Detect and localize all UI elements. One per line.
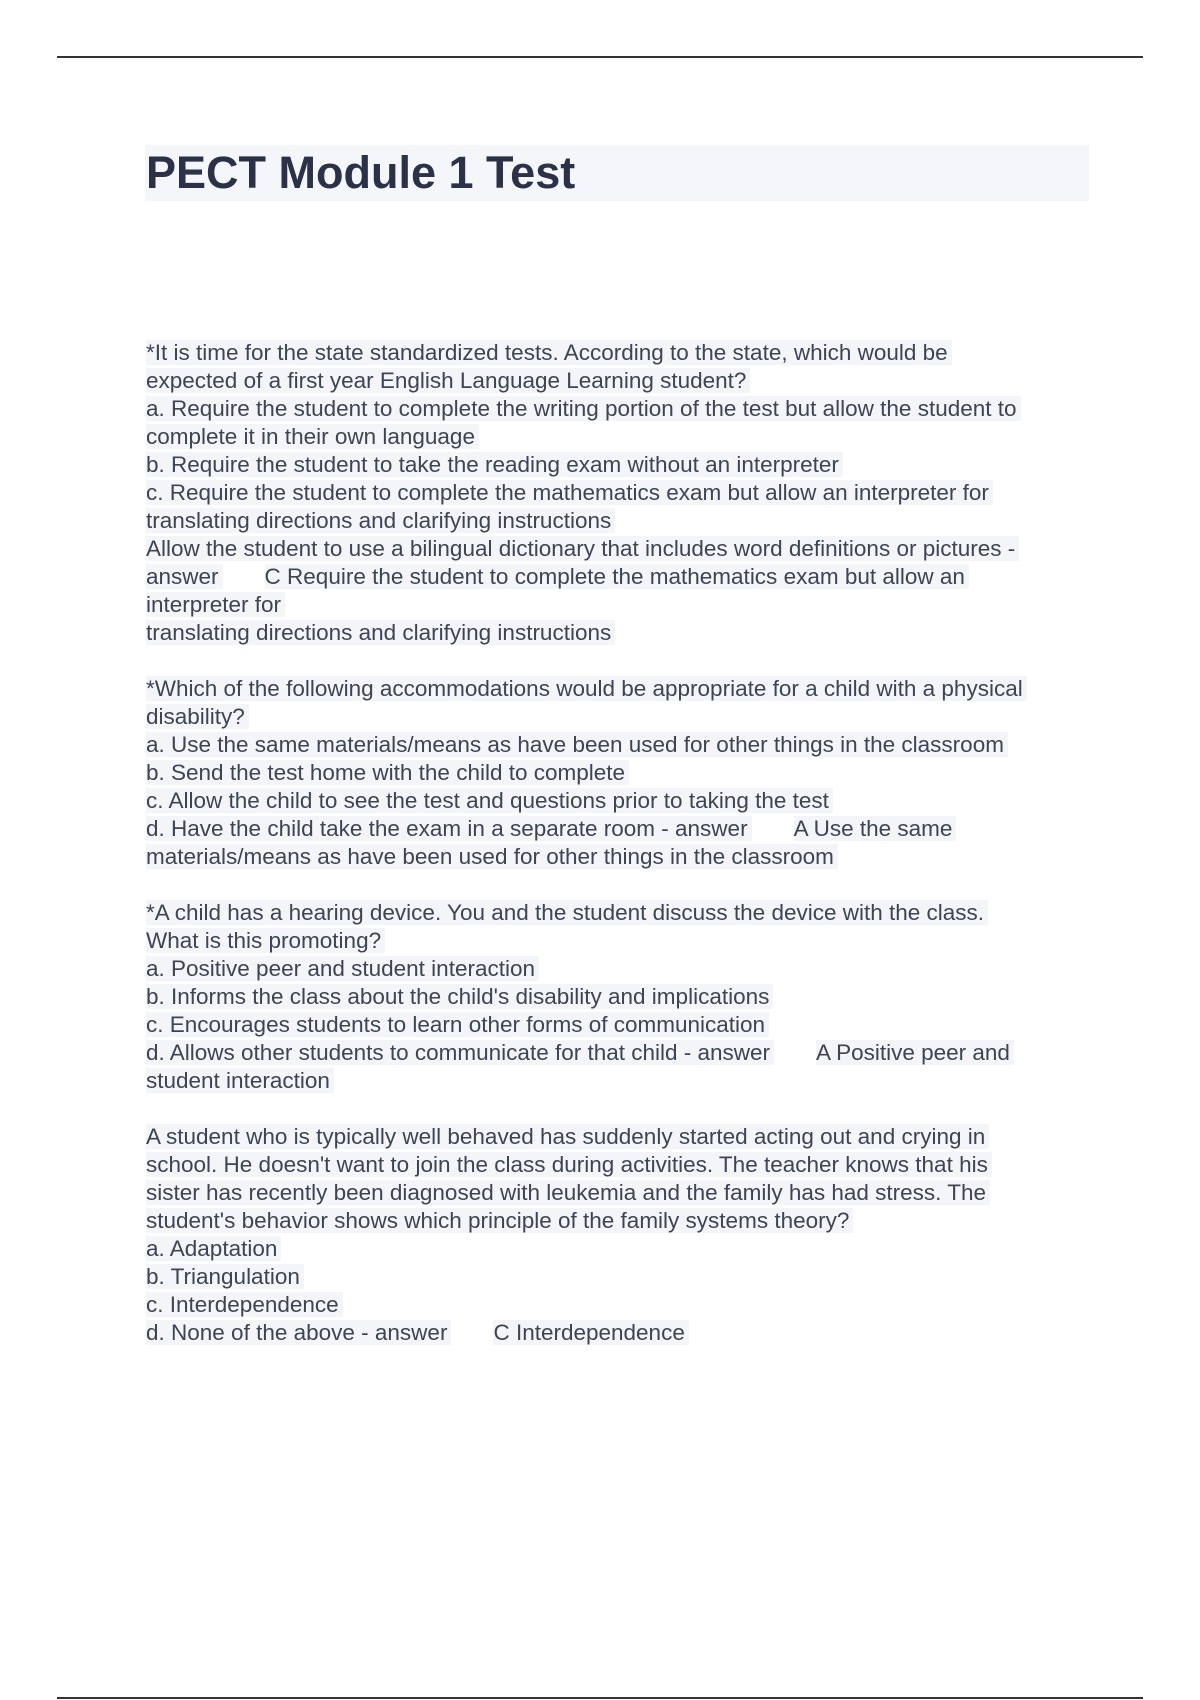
- answer-text: A Positive peer and: [816, 1040, 1014, 1065]
- question-2-prompt-line: *Which of the following accommodations would be appropriate for a child with a physical: [146, 676, 1027, 701]
- question-4-option-b: b. Triangulation: [146, 1264, 304, 1289]
- question-1: [146, 339, 1106, 647]
- question-2-option-c: c. Allow the child to see the test and questions prior to taking the test: [146, 788, 833, 813]
- question-1-option-c: c. Require the student to complete the mathematics exam but allow an interpreter for: [146, 480, 993, 505]
- question-2-option-b: b. Send the test home with the child to complete: [146, 760, 629, 785]
- answer-text: C Interdependence: [493, 1320, 688, 1345]
- question-4-answer-line: [146, 1319, 1106, 1347]
- question-4-prompt-line: sister has recently been diagnosed with leukemia and the family has had stress. The: [146, 1180, 990, 1205]
- question-4-prompt-line: school. He doesn't want to join the class during activities. The teacher knows that his: [146, 1152, 992, 1177]
- answer-lead: d. Have the child take the exam in a separate room - answer: [146, 816, 752, 841]
- question-4-option-c: c. Interdependence: [146, 1292, 343, 1317]
- page-title: PECT Module 1 Test: [146, 147, 576, 198]
- question-1-option-a: a. Require the student to complete the writing portion of the test but allow the student to: [146, 396, 1021, 421]
- question-3-prompt-line: What is this promoting?: [146, 928, 385, 953]
- question-3-option-c: c. Encourages students to learn other forms of communication: [146, 1012, 769, 1037]
- question-2-answer-line: [146, 815, 1106, 843]
- question-3-option-a: a. Positive peer and student interaction: [146, 956, 539, 981]
- answer-lead: d. None of the above - answer: [146, 1320, 451, 1345]
- question-1-prompt-line: *It is time for the state standardized tests. According to the state, which would be: [146, 340, 952, 365]
- question-2-answer-cont: materials/means as have been used for other things in the classroom: [146, 844, 838, 869]
- question-2: [146, 675, 1106, 871]
- footer-rule: [57, 1697, 1143, 1699]
- question-2-prompt-line: disability?: [146, 704, 249, 729]
- question-4-prompt-line: student's behavior shows which principle of the family systems theory?: [146, 1208, 853, 1233]
- answer-lead: answer: [146, 564, 223, 589]
- question-1-option-b: b. Require the student to take the reading exam without an interpreter: [146, 452, 843, 477]
- header-rule: [57, 56, 1143, 58]
- question-1-answer-cont: interpreter for: [146, 592, 285, 617]
- question-1-answer-cont: translating directions and clarifying instructions: [146, 620, 615, 645]
- question-1-option-c-cont: translating directions and clarifying instructions: [146, 508, 615, 533]
- question-3-option-b: b. Informs the class about the child's disability and implications: [146, 984, 773, 1009]
- question-3: [146, 899, 1106, 1095]
- question-3-answer-cont: student interaction: [146, 1068, 334, 1093]
- question-1-prompt-line: expected of a first year English Language Learning student?: [146, 368, 750, 393]
- question-4: [146, 1123, 1106, 1347]
- document-body: [146, 339, 1106, 1375]
- answer-text: C Require the student to complete the mathematics exam but allow an: [265, 564, 969, 589]
- question-1-option-d: Allow the student to use a bilingual dictionary that includes word definitions or pictures -: [146, 536, 1019, 561]
- answer-text: A Use the same: [794, 816, 957, 841]
- question-1-option-a-cont: complete it in their own language: [146, 424, 479, 449]
- answer-lead: d. Allows other students to communicate for that child - answer: [146, 1040, 774, 1065]
- question-3-answer-line: [146, 1039, 1106, 1067]
- question-1-answer-line: [146, 563, 1106, 591]
- question-4-prompt-line: A student who is typically well behaved has suddenly started acting out and crying in: [146, 1124, 989, 1149]
- question-3-prompt-line: *A child has a hearing device. You and the student discuss the device with the class.: [146, 900, 988, 925]
- question-4-option-a: a. Adaptation: [146, 1236, 281, 1261]
- question-2-option-a: a. Use the same materials/means as have been used for other things in the classroom: [146, 732, 1008, 757]
